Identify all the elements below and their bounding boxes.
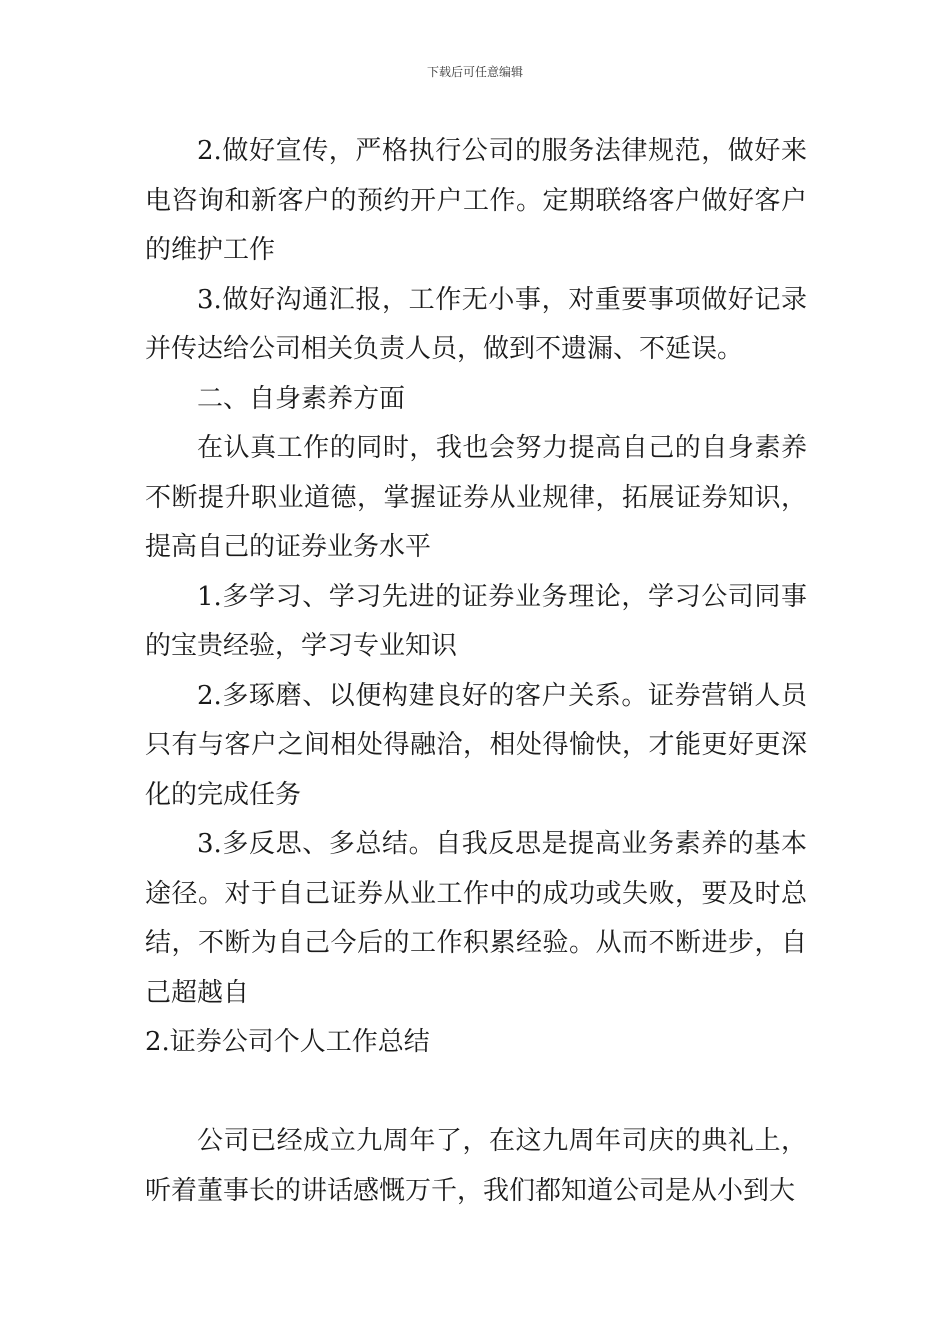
paragraph-publicity: 2.做好宣传，严格执行公司的服务法律规范，做好来电咨询和新客户的预约开户工作。定期联络客户做好客户的维护工作 (145, 136, 807, 265)
blank-line (145, 1068, 807, 1118)
paragraph-study-more: 1.多学习、学习先进的证券业务理论，学习公司同事的宝贵经验，学习专业知识 (145, 581, 807, 661)
section-heading-self-cultivation: 二、自身素养方面 (197, 383, 406, 414)
document-body (145, 127, 807, 1216)
paragraph-anniversary: 公司已经成立九周年了，在这九周年司庆的典礼上，听着董事长的讲话感慨万千，我们都知道公司是从小到大 (145, 1126, 807, 1206)
page-header: 下载后可任意编辑 (426, 65, 523, 79)
paragraph-ponder-more: 2.多琢磨、以便构建良好的客户关系。证券营销人员只有与客户之间相处得融洽，相处得愉快，才能更好更深化的完成任务 (145, 680, 807, 810)
document-section-title: 2.证券公司个人工作总结 (145, 1027, 430, 1057)
paragraph-reflect-more: 3.多反思、多总结。自我反思是提高业务素养的基本途径。对于自己证券从业工作中的成功或失败，要及时总结，不断为自己今后的工作积累经验。从而不断进步，自己超越自 (145, 829, 807, 1008)
paragraph-self-cultivation-intro: 在认真工作的同时，我也会努力提高自己的自身素养不断提升职业道德，掌握证券从业规律，拓展证券知识，提高自己的证券业务水平 (145, 433, 807, 562)
paragraph-communication: 3.做好沟通汇报，工作无小事，对重要事项做好记录并传达给公司相关负责人员，做到不遗漏、不延误。 (145, 284, 807, 364)
